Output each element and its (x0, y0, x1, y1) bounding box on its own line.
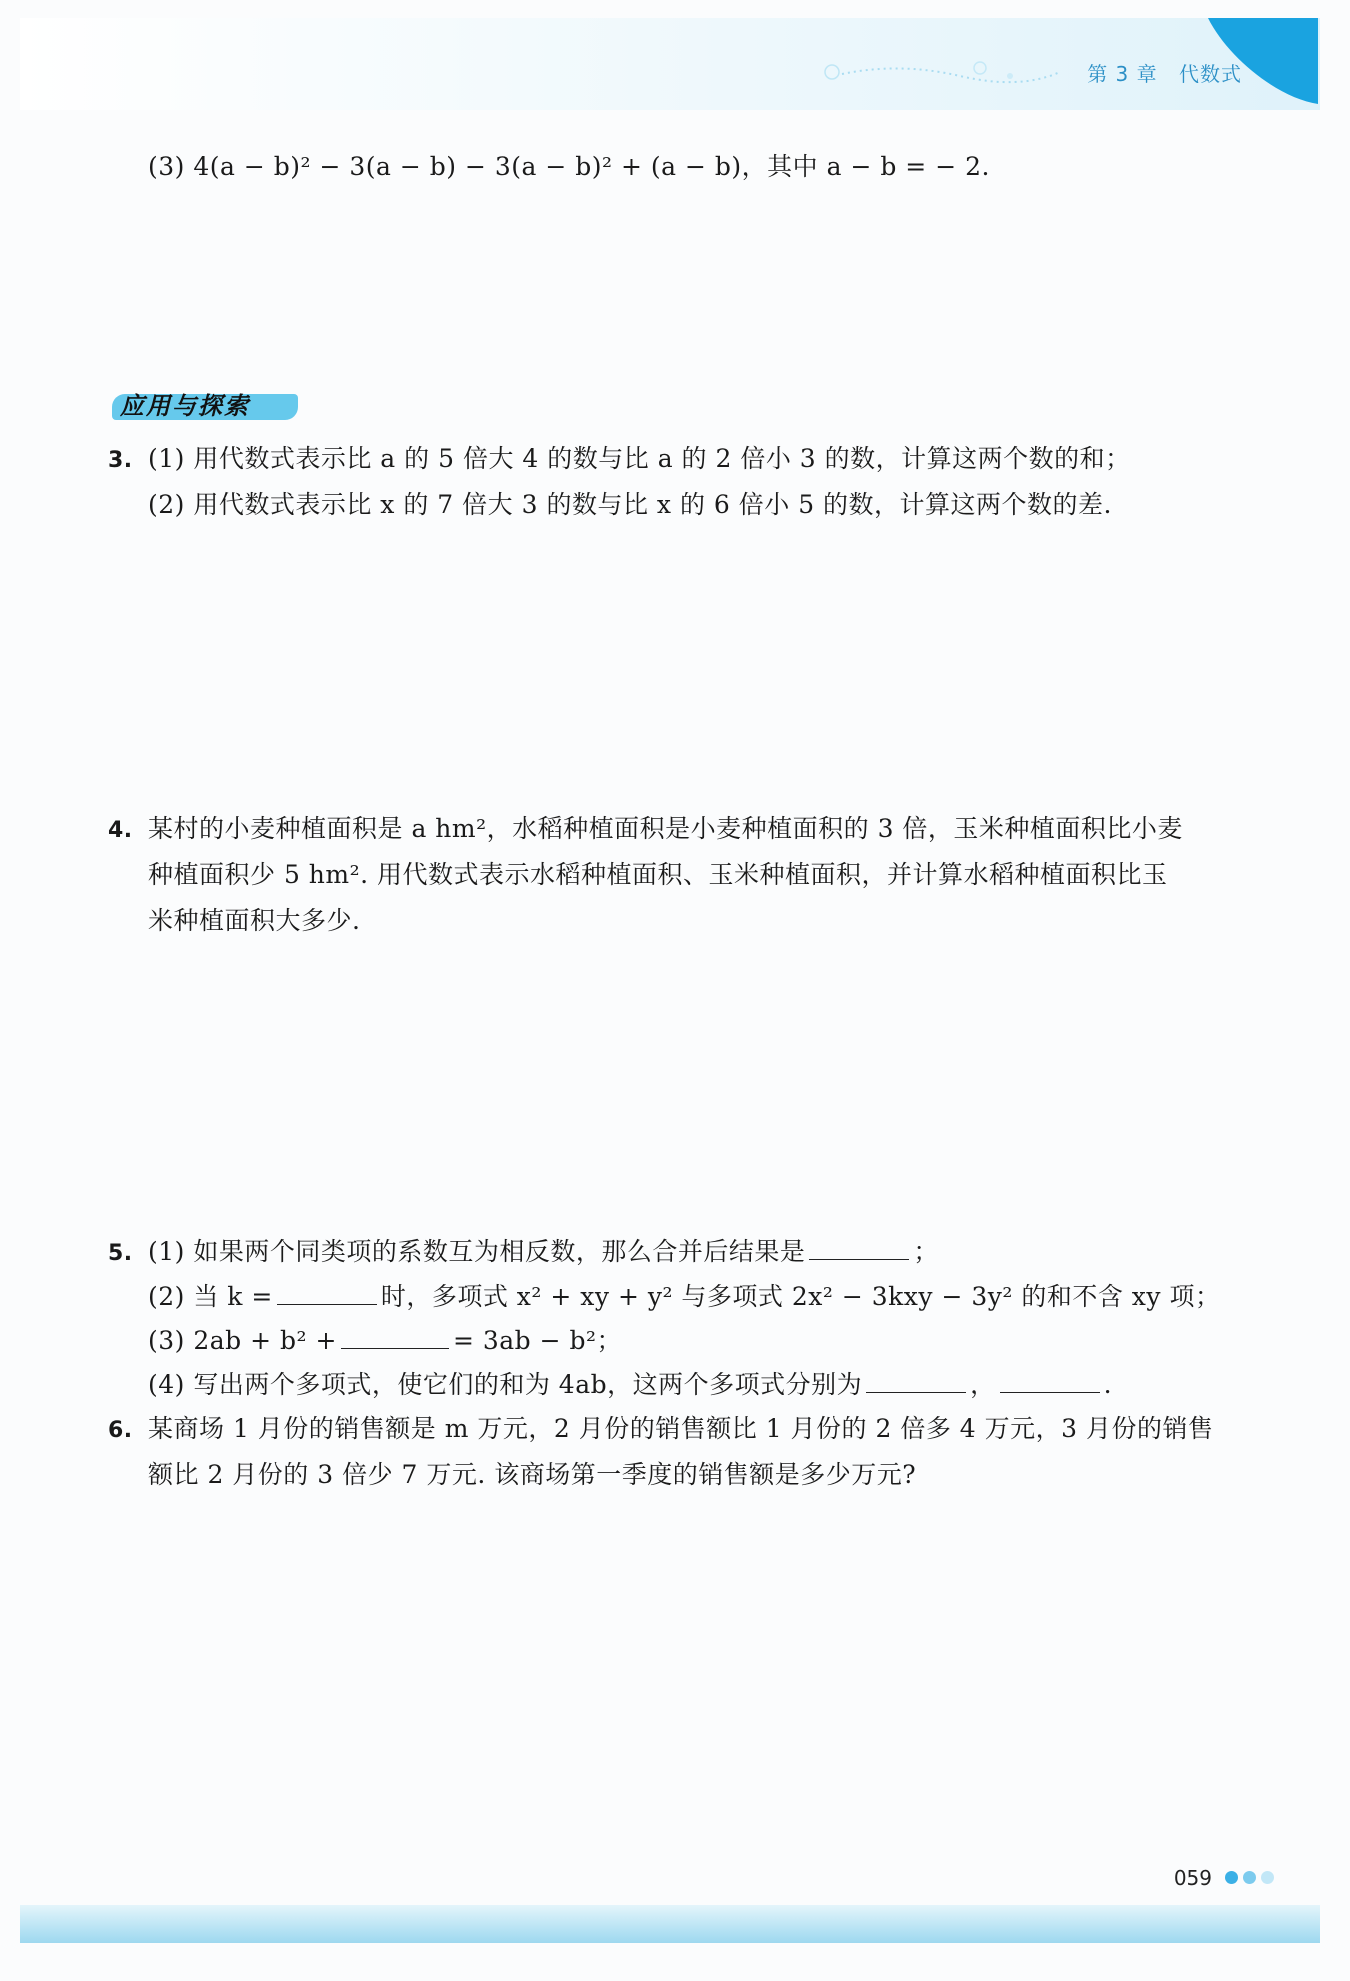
question-3-part1: (1) 用代数式表示比 a 的 5 倍大 4 的数与比 a 的 2 倍小 3 的数，计算这两个数的和； (148, 444, 1131, 473)
prev-question-part3: (3) 4(a − b)² − 3(a − b) − 3(a − b)² + (a − b)，其中 a − b = − 2. (148, 152, 990, 181)
question-5-number: 5. (108, 1241, 133, 1266)
section-title: 应用与探索 (120, 392, 250, 420)
page-dot (1225, 1871, 1238, 1884)
q5-part4-text: (4) 写出两个多项式，使它们的和为 4ab，这两个多项式分别为 (148, 1370, 863, 1399)
question-4-line2: 种植面积少 5 hm². 用代数式表示水稻种植面积、玉米种植面积，并计算水稻种植面积比玉 (148, 860, 1168, 889)
question-6-line1: 某商场 1 月份的销售额是 m 万元，2 月份的销售额比 1 月份的 2 倍多 4 万元，3 月份的销售 (148, 1414, 1214, 1443)
page-dot (1261, 1871, 1274, 1884)
q5-part3-post: = 3ab − b²； (452, 1326, 623, 1355)
q5-part2-post: 时，多项式 x² + xy + y² 与多项式 2x² − 3kxy − 3y² 的和不含 xy 项； (380, 1282, 1221, 1311)
page-number: 059 (1173, 1866, 1212, 1890)
answer-blank[interactable] (866, 1368, 966, 1393)
page-dot (1243, 1871, 1256, 1884)
question-4-line3: 米种植面积大多少. (148, 906, 361, 935)
q5-part4-end: . (1103, 1370, 1113, 1399)
answer-blank[interactable] (277, 1280, 377, 1305)
question-5-part1 (148, 1235, 939, 1269)
q5-part3-pre: (3) 2ab + b² + (148, 1326, 337, 1355)
chapter-number: 第 3 章 (1087, 62, 1158, 86)
question-6-line2: 额比 2 月份的 3 倍少 7 万元. 该商场第一季度的销售额是多少万元? (148, 1460, 917, 1489)
q5-part2-pre: (2) 当 k = (148, 1282, 273, 1311)
q5-part1-text: (1) 如果两个同类项的系数互为相反数，那么合并后结果是 (148, 1237, 806, 1266)
answer-blank[interactable] (341, 1324, 449, 1349)
question-6-number: 6. (108, 1418, 133, 1443)
answer-blank[interactable] (809, 1235, 909, 1260)
question-3-part2: (2) 用代数式表示比 x 的 7 倍大 3 的数与比 x 的 6 倍小 5 的数，计算这两个数的差. (148, 490, 1112, 519)
question-5-part3 (148, 1324, 622, 1358)
q5-part4-sep: ， (970, 1370, 996, 1399)
question-4-number: 4. (108, 818, 133, 843)
q5-part1-end: ； (913, 1237, 939, 1266)
footer-band (20, 1905, 1320, 1943)
question-3-number: 3. (108, 448, 133, 473)
section-tag (112, 386, 298, 422)
answer-blank[interactable] (1000, 1368, 1100, 1393)
question-5-part4 (148, 1368, 1112, 1402)
chapter-header (1087, 58, 1242, 87)
question-4-line1: 某村的小麦种植面积是 a hm²，水稻种植面积是小麦种植面积的 3 倍，玉米种植面积比小麦 (148, 814, 1183, 843)
question-5-part2 (148, 1280, 1220, 1314)
decorative-dots (820, 58, 1070, 88)
chapter-title: 代数式 (1179, 62, 1242, 86)
